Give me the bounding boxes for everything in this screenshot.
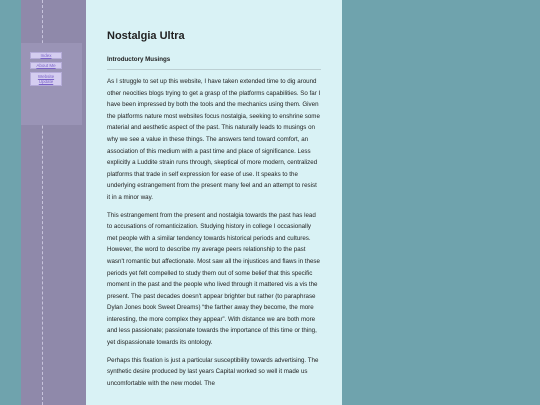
page-title: Nostalgia Ultra	[107, 30, 185, 42]
nav-link-index[interactable]: Index	[30, 52, 62, 59]
article-heading: Introductory Musings	[107, 56, 171, 63]
nav-link-about-me[interactable]: About Me	[30, 62, 62, 69]
article-paragraph-1: As I struggle to set up this website, I have taken extended time to dig around other neocities blogs trying to get a grasp of the platforms capabilities. So far I have been impressed by both the tools and the mechanics using them. Given the platforms nature most websites focus nostalgia, seeking to enshrine some material and aesthetic aspect of the past. This naturally leads to musings on why we see a value in these things. The answers tend toward comfort, an association of this medium with a past time and place of significance. Less explicitly a Luddite strain runs through, skeptical of more modern, centralized platforms that trade in self expression for ease of use. It speaks to the underlying estrangement from the present many feel and an attempt to resist it in a minor way.	[107, 78, 321, 201]
article-paragraph-2: This estrangement from the present and nostalgia towards the past has lead to accusations of romanticization. Studying history in college I occasionally met people with a similar tendency towards historical periods and cultures. However, the word to describe my average peers relationship to the past wasn't romantic but affectionate. Most saw all the injustices and flaws in these periods yet felt compelled to study them out of some belief that this specific moment in the past and the people who lived through it mattered vis a vis the present. The past decades doesn't appear brighter but rather (to paraphrase Dylan Jones book Sweet Dreams) “the farther away they become, the more interesting, the more complex they appear”. With distance we are both more and less passionate; passionate towards the importance of this time or thing, yet dispassionate towards its ontology.	[107, 211, 320, 347]
nav-link-website-update[interactable]: Website Update	[30, 72, 62, 86]
heading-divider	[107, 69, 321, 70]
article-paragraph-3: Perhaps this fixation is just a particular susceptibility towards advertising. The synthetic desire produced by last years Capital worked so well it made us uncomfortable with the new model. The	[107, 356, 319, 387]
nav-panel	[21, 43, 82, 125]
main-content	[86, 0, 342, 405]
